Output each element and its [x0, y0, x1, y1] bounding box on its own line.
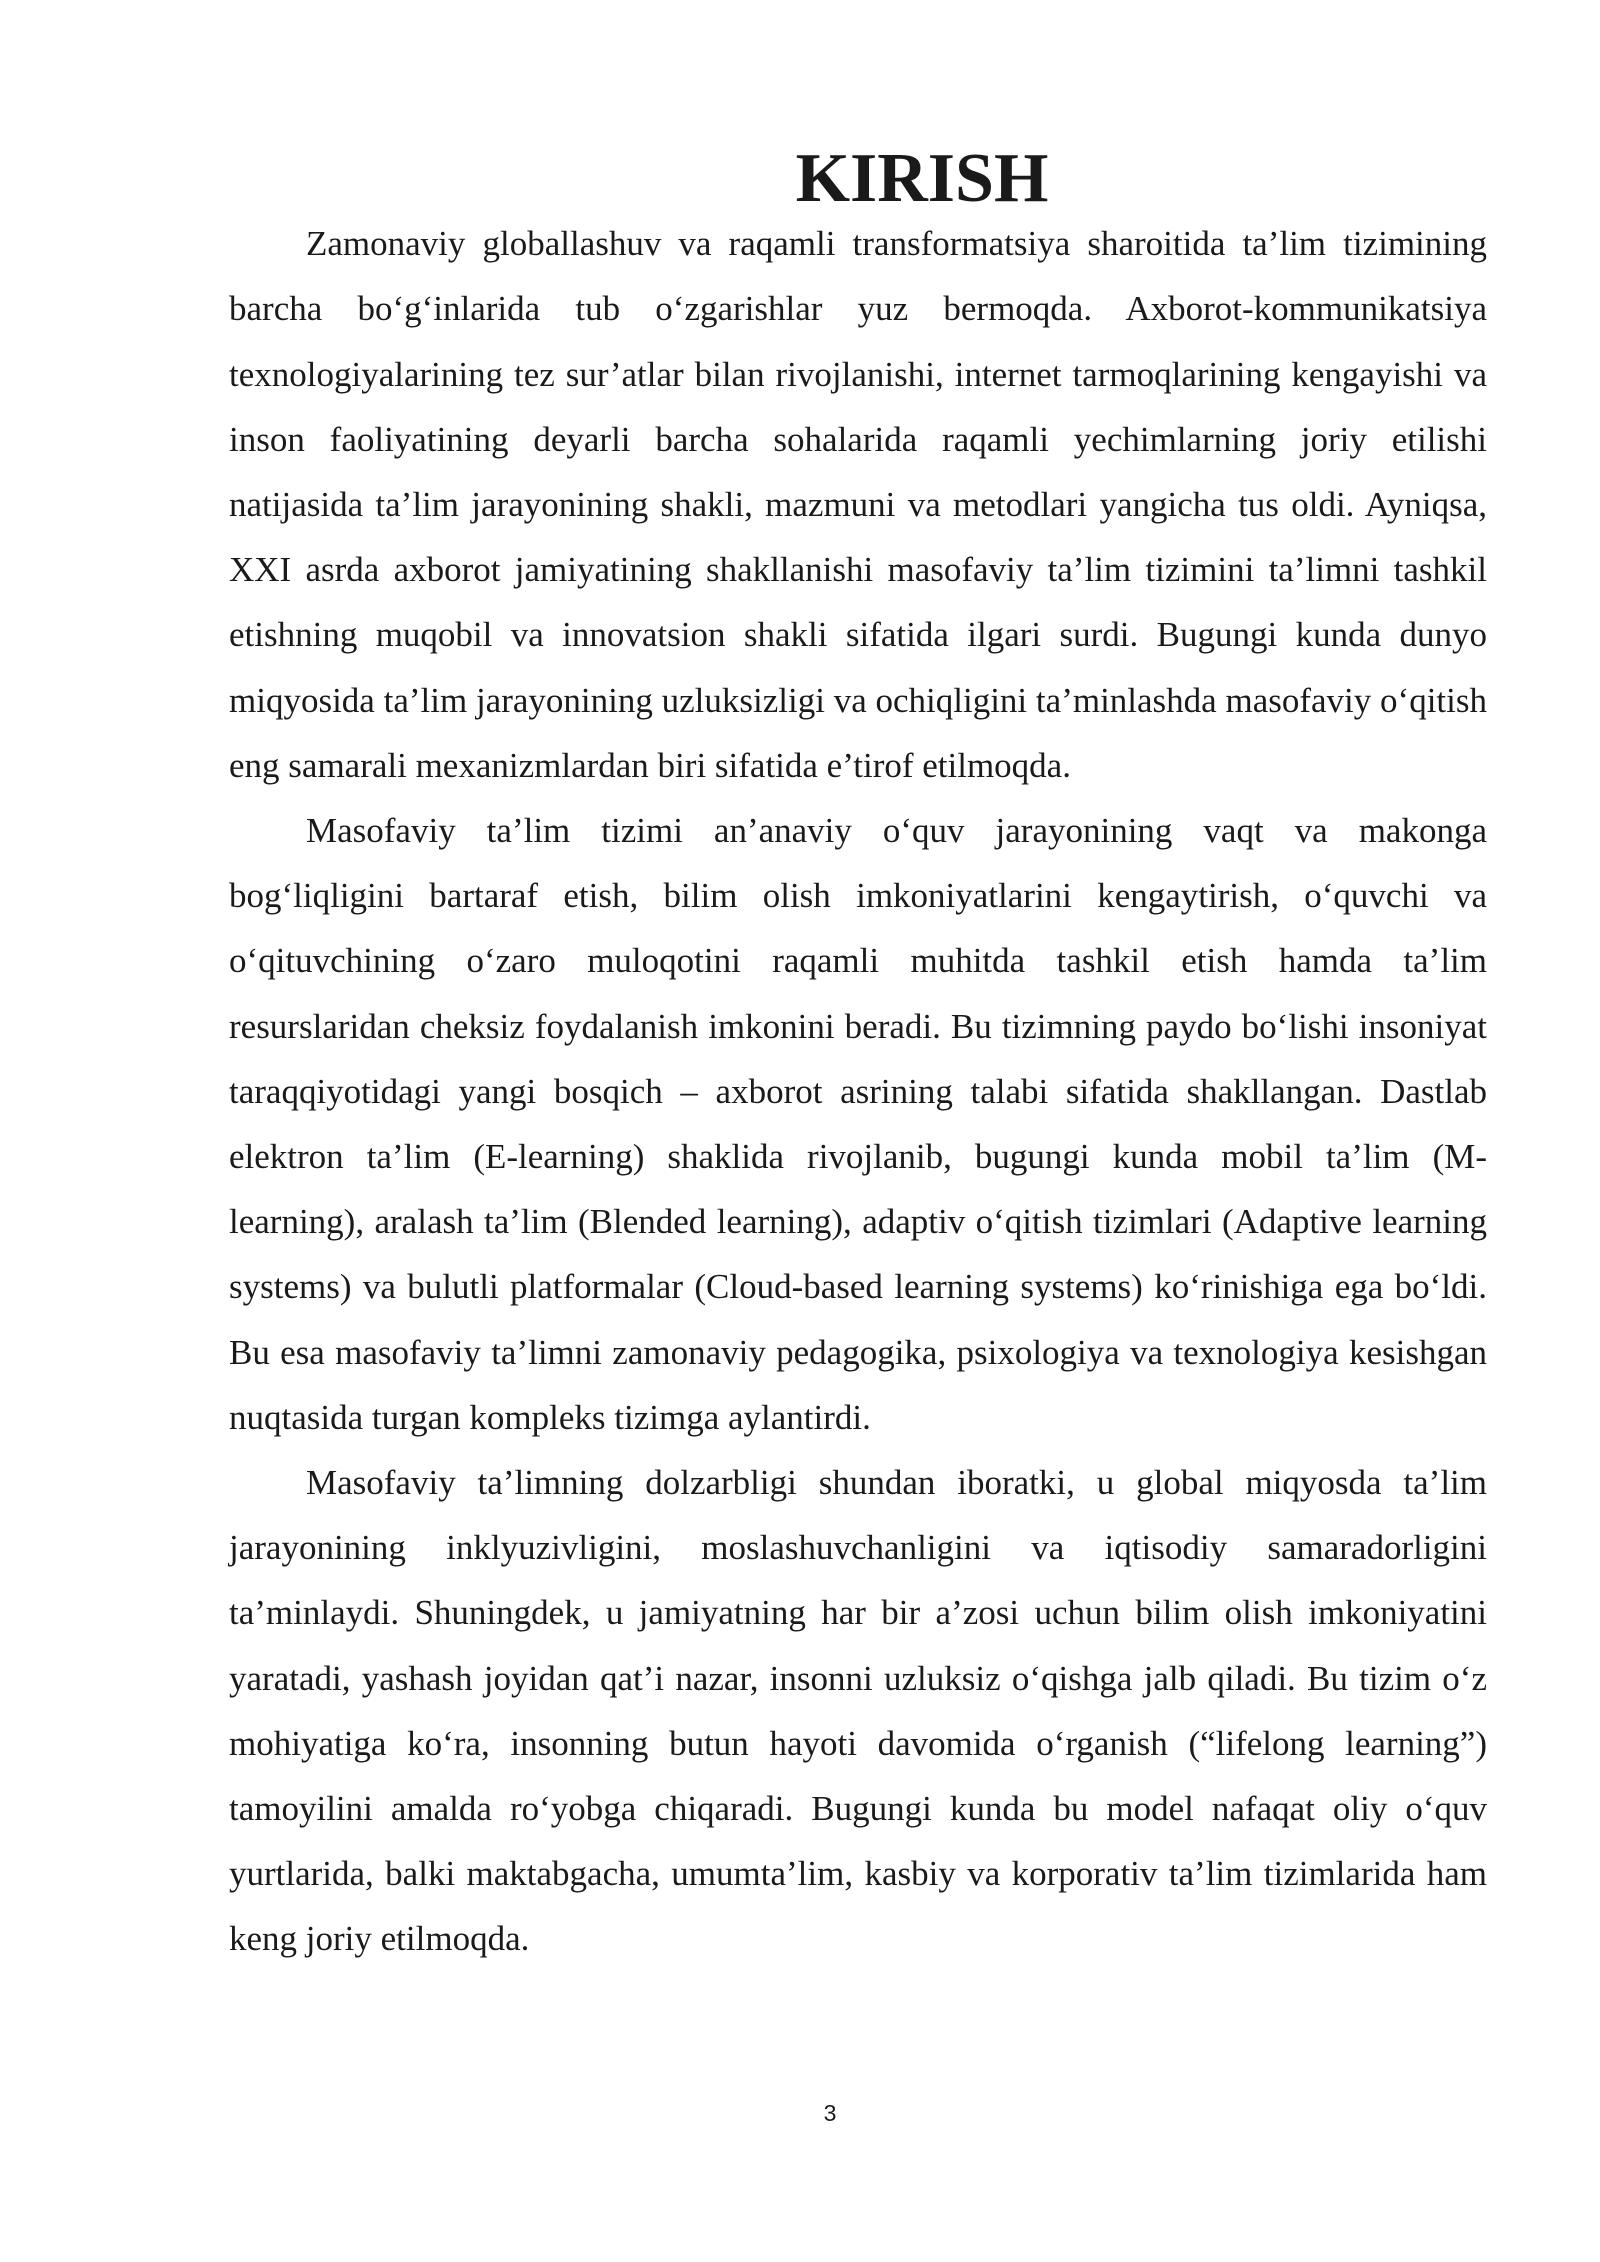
paragraph-1: Zamonaviy globallashuv va raqamli transformatsiya sharoitida ta’lim tizimining barcha bo‘g‘inlarida tub o‘zgarishlar yuz bermoqda. Axborot-kommunikatsiya texnologiyalarining tez sur’atlar bilan rivojlanishi, internet tarmoqlarining kengayishi va inson faoliyatining deyarli barcha sohalarida raqamli yechimlarning joriy etilishi natijasida ta’lim jarayonining shakli, mazmuni va metodlari yangicha tus oldi. Ayniqsa, XXI asrda axborot jamiyatining shakllanishi masofaviy ta’lim tizimini ta’limni tashkil etishning muqobil va innovatsion shakli sifatida ilgari surdi. Bugungi kunda dunyo miqyosida ta’lim jarayonining uzluksizligi va ochiqligini ta’minlashda masofaviy o‘qitish eng samarali mexanizmlardan biri sifatida e’tirof etilmoqda.: [229, 224, 1487, 785]
section-title: KIRISH: [795, 140, 1049, 217]
page-content: [229, 140, 1487, 1972]
paragraph-3: Masofaviy ta’limning dolzarbligi shundan iboratki, u global miqyosda ta’lim jarayonining inklyuzivligini, moslashuvchanligini va iqtisodiy samaradorligini ta’minlaydi. Shuningdek, u jamiyatning har bir a’zosi uchun bilim olish imkoniyatini yaratadi, yashash joyidan qat’i nazar, insonni uzluksiz o‘qishga jalb qiladi. Bu tizim o‘z mohiyatiga ko‘ra, insonning butun hayoti davomida o‘rganish (“lifelong learning”) tamoyilini amalda ro‘yobga chiqaradi. Bugungi kunda bu model nafaqat oliy o‘quv yurtlarida, balki maktabgacha, umumta’lim, kasbiy va korporativ ta’lim tizimlarida ham keng joriy etilmoqda.: [229, 1463, 1487, 1959]
page-number: 3: [823, 2100, 837, 2126]
paragraph-2: Masofaviy ta’lim tizimi an’anaviy o‘quv jarayonining vaqt va makonga bog‘liqligini bartaraf etish, bilim olish imkoniyatlarini kengaytirish, o‘quvchi va o‘qituvchining o‘zaro muloqotini raqamli muhitda tashkil etish hamda ta’lim resurslaridan cheksiz foydalanish imkonini beradi. Bu tizimning paydo bo‘lishi insoniyat taraqqiyotidagi yangi bosqich – axborot asrining talabi sifatida shakllangan. Dastlab elektron ta’lim (E-learning) shaklida rivojlanib, bugungi kunda mobil ta’lim (M-learning), aralash ta’lim (Blended learning), adaptiv o‘qitish tizimlari (Adaptive learning systems) va bulutli platformalar (Cloud-based learning systems) ko‘rinishiga ega bo‘ldi. Bu esa masofaviy ta’limni zamonaviy pedagogika, psixologiya va texnologiya kesishgan nuqtasida turgan kompleks tizimga aylantirdi.: [229, 811, 1487, 1437]
